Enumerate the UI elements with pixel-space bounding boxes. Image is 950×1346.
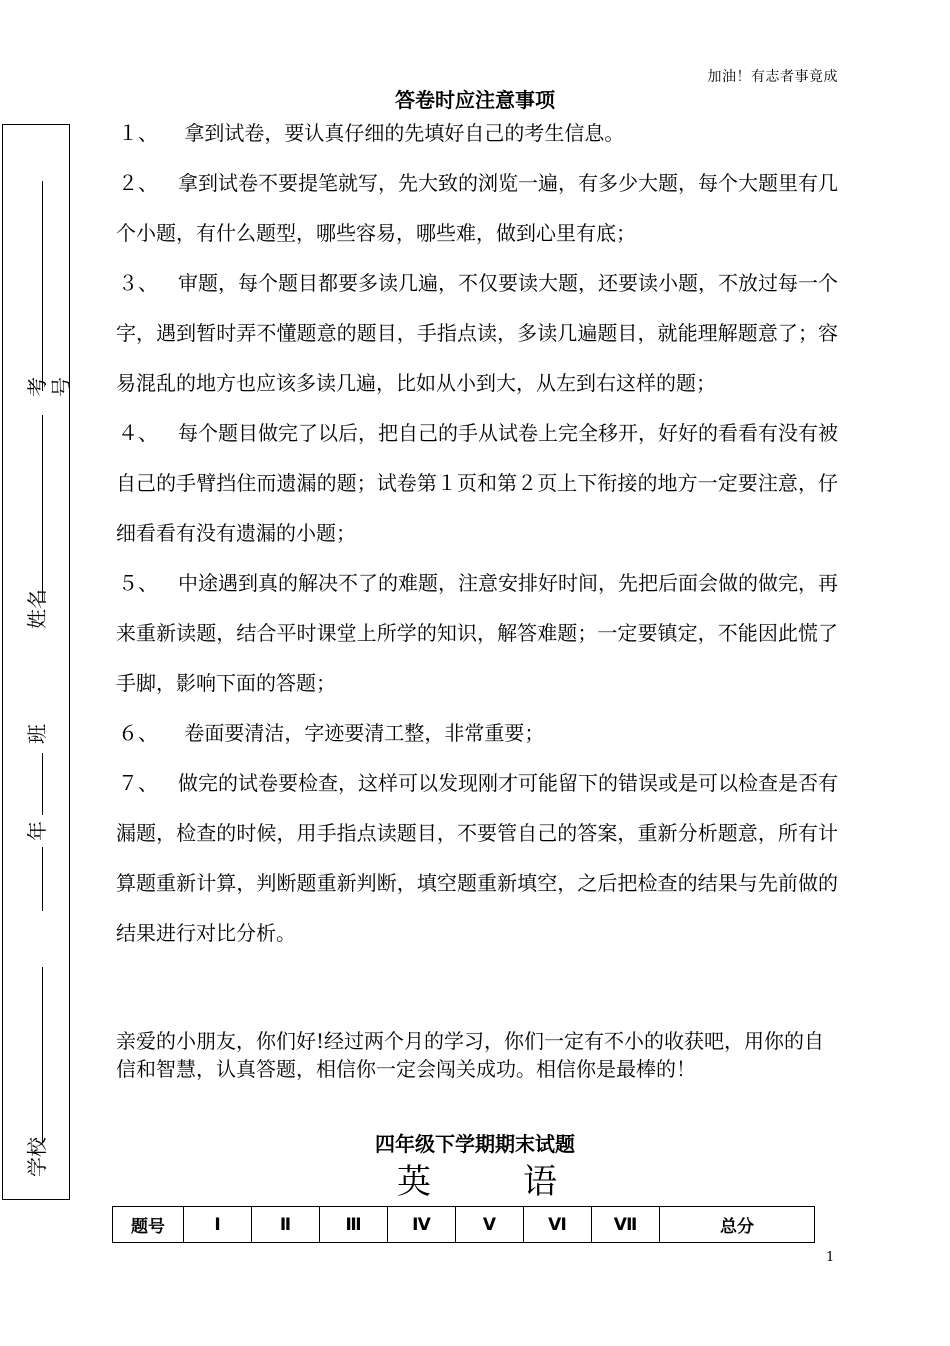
greeting-paragraph: 亲爱的小朋友，你们好!经过两个月的学习，你们一定有不小的收获吧，用你的自信和智慧，认真答题，相信你一定会闯关成功。相信你是最棒的！ (116, 1029, 825, 1081)
note-5 (116, 558, 838, 708)
score-header-cell: Ⅵ (524, 1207, 592, 1243)
note-number: ５、 (118, 571, 158, 595)
header-motto: 加油！有志者事竟成 (707, 69, 838, 85)
note-number: ２、 (118, 171, 158, 195)
score-table (112, 1206, 815, 1243)
note-text: 做完的试卷要检查，这样可以发现刚才可能留下的错误或是可以检查是否有漏题，检查的时候，用手指点读题目，不要管自己的答案，重新分析题意，所有计算题重新计算，判断题重新判断，填空题重新填空，之后把检查的结果与先前做的结果进行对比分析。 (116, 771, 838, 945)
note-text: 审题，每个题目都要多读几遍，不仅要读大题，还要读小题，不放过每一个字，遇到暂时弄不懂题意的题目，手指点读，多读几遍题目，就能理解题意了；容易混乱的地方也应该多读几遍，比如从小到大，从左到右这样的题； (116, 271, 838, 395)
page-number: 1 (826, 1250, 835, 1265)
note-text: 拿到试卷不要提笔就写，先大致的浏览一遍，有多少大题，每个大题里有几个小题，有什么题型，哪些容易，哪些难，做到心里有底； (116, 171, 838, 245)
name-line (42, 415, 43, 601)
name-label: 姓名 (25, 589, 49, 629)
subject-char: 英 (397, 1162, 431, 1202)
score-header-total: 总分 (660, 1207, 815, 1243)
subject-title (397, 1160, 557, 1204)
exam-number-line (42, 181, 43, 391)
grade-label: 年 (25, 821, 49, 841)
class-label: 班 (25, 724, 49, 744)
class-line (42, 753, 43, 815)
note-text: 卷面要清洁，字迹要清工整，非常重要； (178, 721, 545, 745)
note-7 (116, 758, 838, 958)
binding-strip (2, 124, 73, 1200)
score-header-cell: Ⅲ (320, 1207, 388, 1243)
exam-title: 四年级下学期期末试题 (375, 1132, 575, 1156)
school-label: 学校 (25, 1137, 49, 1177)
score-header-cell: Ⅳ (388, 1207, 456, 1243)
note-4 (116, 408, 838, 558)
note-number: １、 (118, 121, 158, 145)
note-text: 拿到试卷，要认真仔细的先填好自己的考生信息。 (178, 121, 625, 145)
note-2 (116, 158, 838, 258)
score-header-cell: Ⅶ (592, 1207, 660, 1243)
score-header-cell: Ⅱ (252, 1207, 320, 1243)
notes-list (116, 108, 838, 958)
school-line (42, 967, 43, 1143)
score-header-cell: Ⅴ (456, 1207, 524, 1243)
score-table-row (113, 1207, 815, 1243)
note-6 (116, 708, 838, 758)
note-number: ３、 (118, 271, 158, 295)
note-number: ６、 (118, 721, 158, 745)
grade-line (42, 847, 43, 911)
page-title: 答卷时应注意事项 (395, 88, 555, 112)
subject-char: 语 (523, 1162, 557, 1202)
exam-number-label: 考号 (25, 377, 73, 397)
note-1 (116, 108, 838, 158)
score-header-cell: Ⅰ (184, 1207, 252, 1243)
note-text: 中途遇到真的解决不了的难题，注意安排好时间，先把后面会做的做完，再来重新读题，结合平时课堂上所学的知识，解答难题；一定要镇定，不能因此慌了手脚，影响下面的答题； (116, 571, 838, 695)
note-text: 每个题目做完了以后，把自己的手从试卷上完全移开，好好的看看有没有被自己的手臂挡住而遗漏的题；试卷第１页和第２页上下衔接的地方一定要注意，仔细看看有没有遗漏的小题； (116, 421, 838, 545)
score-header-label: 题号 (113, 1207, 184, 1243)
note-number: ４、 (118, 421, 158, 445)
note-number: ７、 (118, 771, 158, 795)
note-3 (116, 258, 838, 408)
